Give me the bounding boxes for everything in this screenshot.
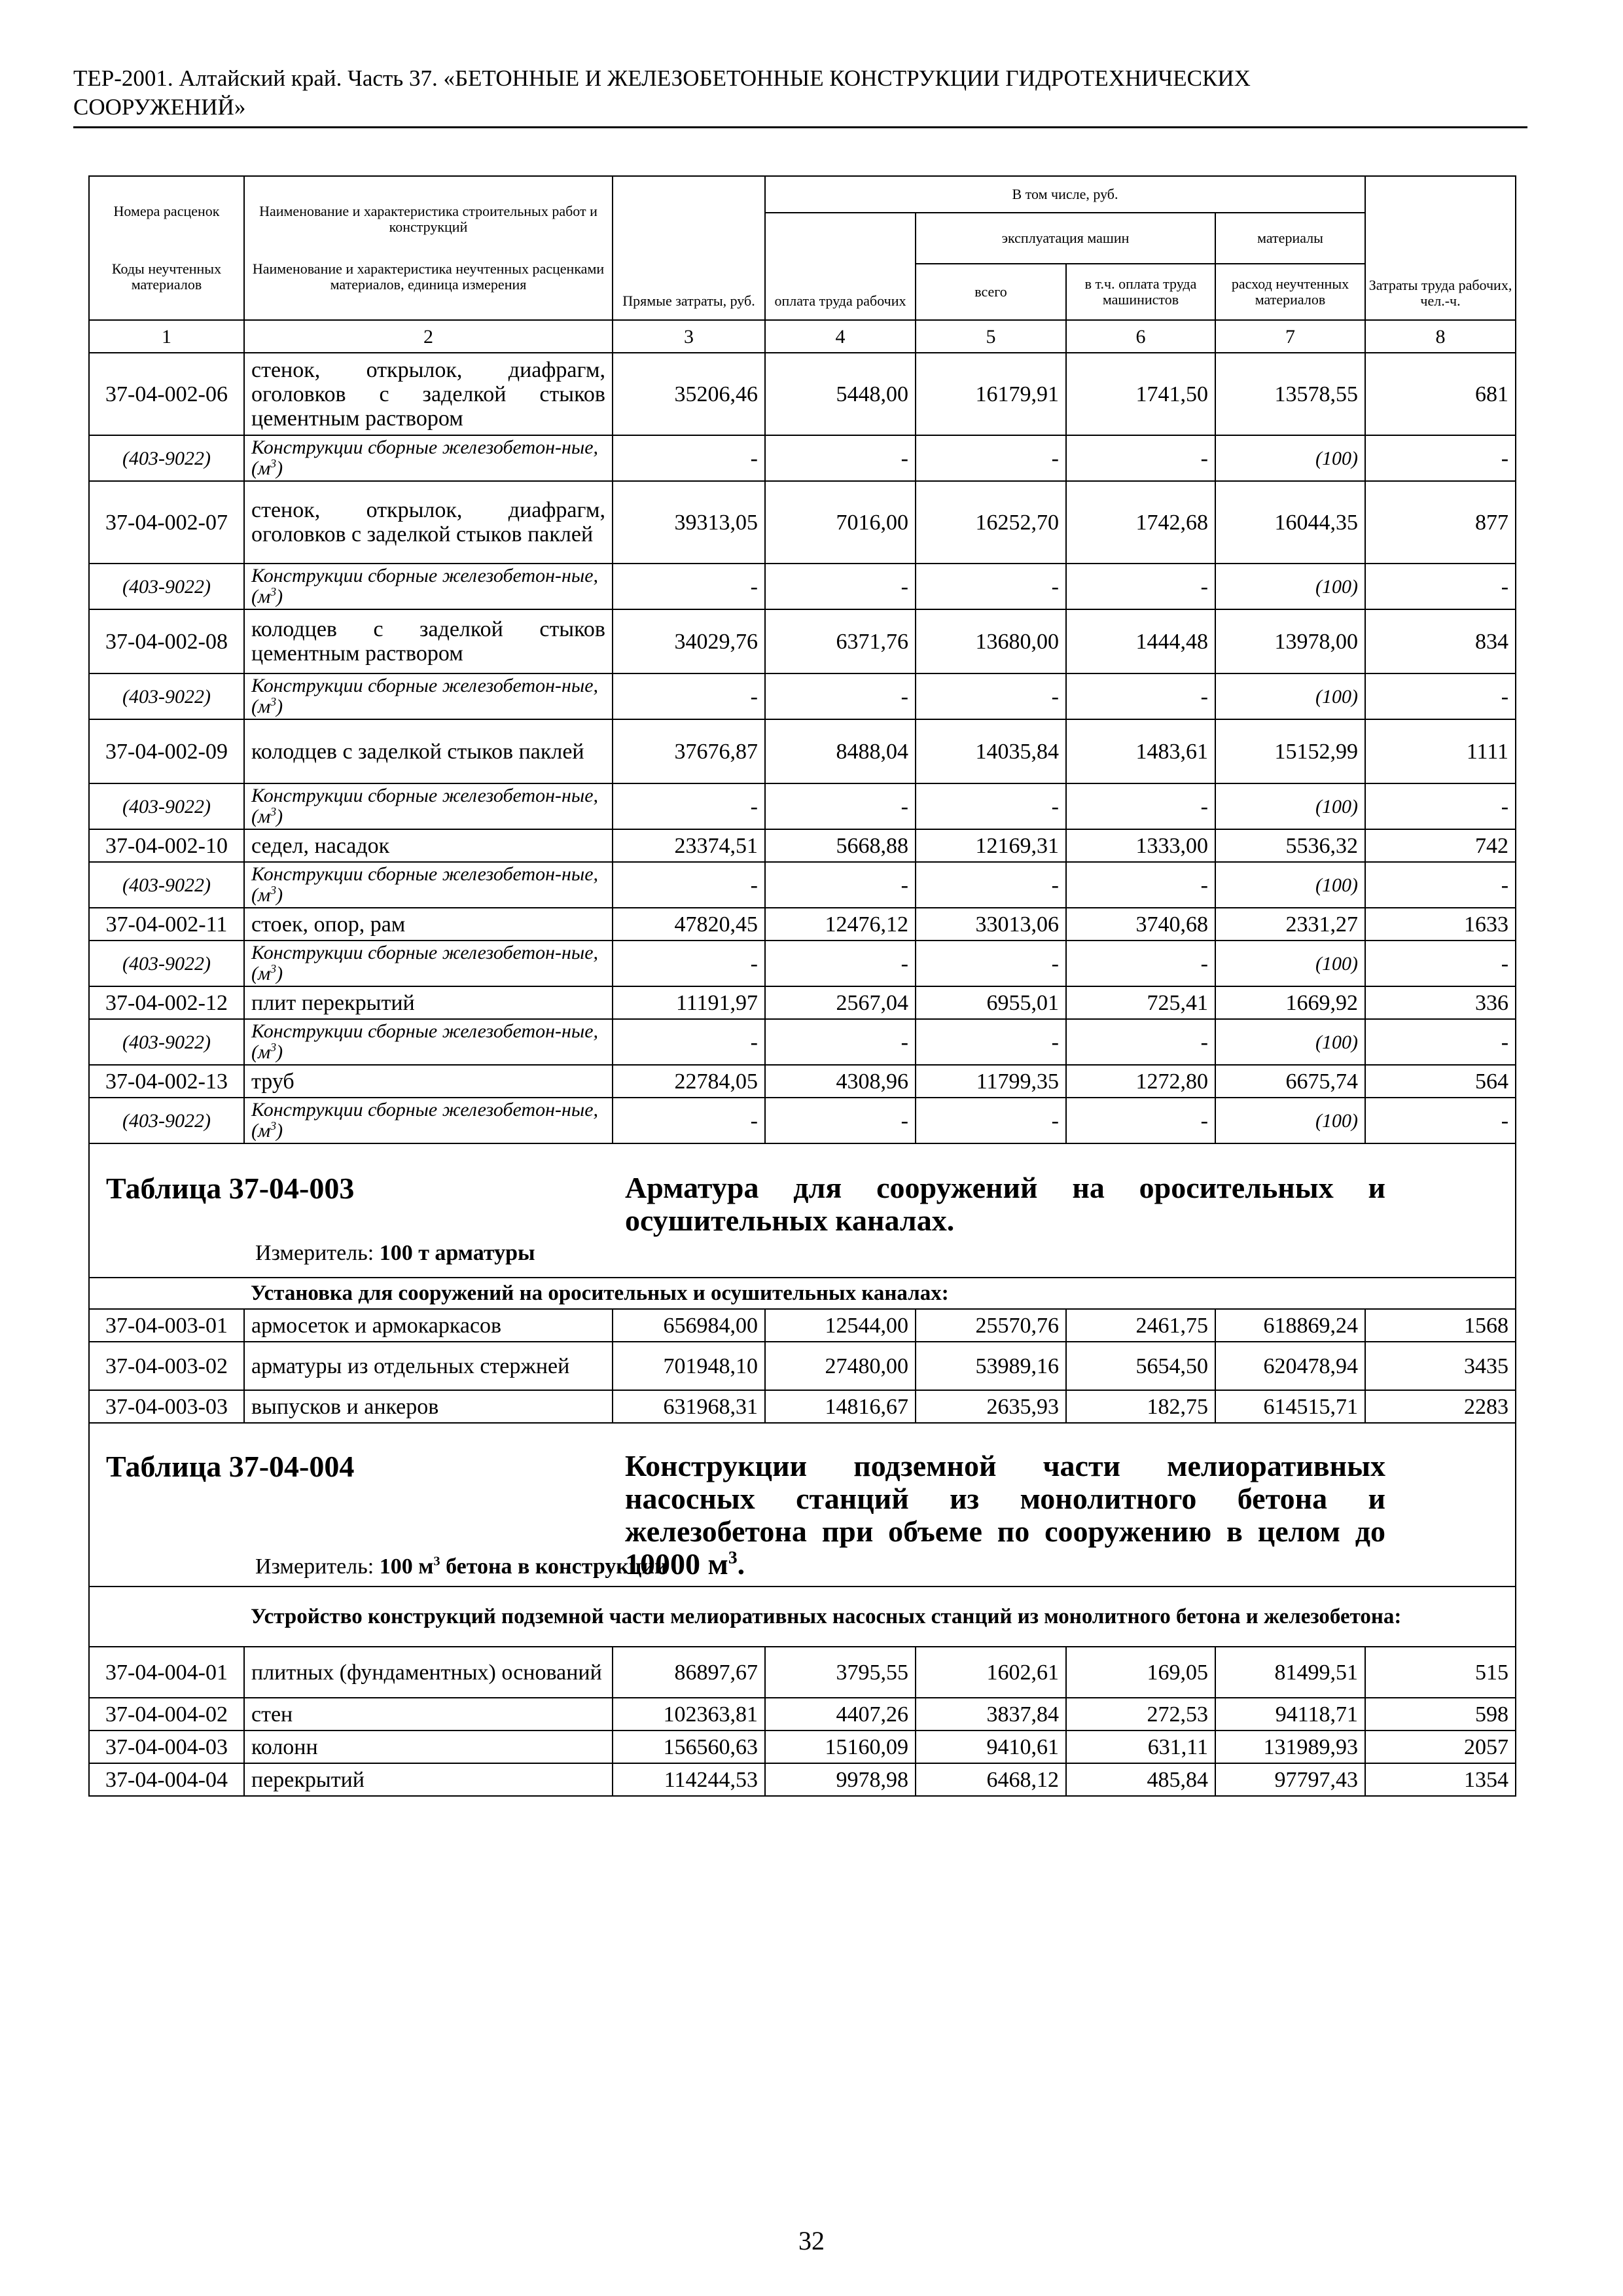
rate-row: [89, 353, 1516, 435]
col4-header: оплата труда рабочих: [765, 213, 916, 320]
col-number: 2: [244, 320, 613, 353]
rate-name: выпусков и анкеров: [244, 1390, 613, 1423]
machines-total: 16179,91: [916, 353, 1066, 435]
material-name-close: ): [276, 884, 283, 906]
material-dash: -: [916, 564, 1066, 609]
machines-labor: 1272,80: [1066, 1065, 1215, 1098]
machines-total: 9410,61: [916, 1731, 1066, 1763]
rate-name: плитных (фундаментных) оснований: [244, 1647, 613, 1698]
material-row: [89, 435, 1516, 481]
material-name-text: Конструкции сборные железобетон-ные, (м: [251, 942, 599, 984]
rate-code: 37-04-004-02: [89, 1698, 244, 1731]
materials-cost: 15152,99: [1215, 719, 1365, 783]
direct-cost: 34029,76: [613, 609, 765, 673]
material-dash: -: [1066, 941, 1215, 986]
labor-pay: 4308,96: [765, 1065, 916, 1098]
col7-header: расход неучтенных материалов: [1215, 264, 1365, 320]
machines-labor: 182,75: [1066, 1390, 1215, 1423]
direct-cost: 701948,10: [613, 1342, 765, 1390]
machines-labor: 485,84: [1066, 1763, 1215, 1796]
material-name-text: Конструкции сборные железобетон-ные, (м: [251, 1099, 599, 1141]
machines-total: 6468,12: [916, 1763, 1066, 1796]
section-spacer: [89, 1587, 244, 1647]
rate-row: [89, 1647, 1516, 1698]
machines-total: 12169,31: [916, 829, 1066, 862]
materials-cost: 94118,71: [1215, 1698, 1365, 1731]
material-dash: -: [1365, 862, 1516, 908]
material-name: [244, 435, 613, 481]
header-line-2: СООРУЖЕНИЙ»: [73, 94, 246, 120]
material-dash: -: [765, 435, 916, 481]
material-dash: -: [765, 1098, 916, 1143]
rate-code: 37-04-004-04: [89, 1763, 244, 1796]
machines-labor: 2461,75: [1066, 1309, 1215, 1342]
material-dash: -: [916, 1019, 1066, 1065]
labor-pay: 4407,26: [765, 1698, 916, 1731]
direct-cost: 37676,87: [613, 719, 765, 783]
materials-cost: 620478,94: [1215, 1342, 1365, 1390]
material-name-close: ): [276, 696, 283, 717]
direct-cost: 86897,67: [613, 1647, 765, 1698]
table-004-section-row: [89, 1587, 1516, 1647]
material-name-text: Конструкции сборные железобетон-ные, (м: [251, 785, 599, 827]
material-code: (403-9022): [89, 862, 244, 908]
material-dash: -: [1066, 1098, 1215, 1143]
rate-name: колодцев с заделкой стыков цементным раствором: [244, 609, 613, 673]
materials-cost: 81499,51: [1215, 1647, 1365, 1698]
rate-code: 37-04-002-06: [89, 353, 244, 435]
material-name-close: ): [276, 1120, 283, 1141]
material-dash: -: [613, 435, 765, 481]
material-dash: -: [613, 1098, 765, 1143]
material-dash: -: [1066, 1019, 1215, 1065]
heading-end: .: [737, 1547, 745, 1581]
rate-name: перекрытий: [244, 1763, 613, 1796]
material-qty: (100): [1215, 1098, 1365, 1143]
col-number: 3: [613, 320, 765, 353]
material-name-text: Конструкции сборные железобетон-ные, (м: [251, 1020, 599, 1063]
rate-code: 37-04-003-01: [89, 1309, 244, 1342]
material-name-close: ): [276, 586, 283, 607]
labor-pay: 12544,00: [765, 1309, 916, 1342]
rate-row: [89, 1731, 1516, 1763]
header-rule: [73, 126, 1527, 128]
material-unit-sup: 3: [270, 695, 277, 708]
material-code: (403-9022): [89, 783, 244, 829]
col5-header: всего: [916, 264, 1066, 320]
measure-value-group: [380, 1554, 668, 1579]
rate-code: 37-04-002-13: [89, 1065, 244, 1098]
material-name: [244, 564, 613, 609]
rate-row: [89, 609, 1516, 673]
direct-cost: 22784,05: [613, 1065, 765, 1098]
material-dash: -: [765, 1019, 916, 1065]
material-dash: -: [1365, 941, 1516, 986]
material-code: (403-9022): [89, 435, 244, 481]
material-code: (403-9022): [89, 564, 244, 609]
material-unit-sup: 3: [270, 1119, 277, 1132]
rate-name: колодцев с заделкой стыков паклей: [244, 719, 613, 783]
rate-row: [89, 1342, 1516, 1390]
table-003-section-row: [89, 1278, 1516, 1309]
material-dash: -: [1066, 862, 1215, 908]
rate-name: стенок, открылок, диафрагм, оголовков с заделкой стыков цементным раствором: [244, 353, 613, 435]
materials-cost: 13978,00: [1215, 609, 1365, 673]
labor-hours: 2057: [1365, 1731, 1516, 1763]
labor-hours: 564: [1365, 1065, 1516, 1098]
material-name-close: ): [276, 457, 283, 479]
material-row: [89, 1019, 1516, 1065]
heading-text: Конструкции подземной части мелиоративных насосных станций из монолитного бетона и железобетона при объеме по сооружению в целом до 10000 м: [625, 1449, 1385, 1581]
machines-labor: 1483,61: [1066, 719, 1215, 783]
materials-cost: 97797,43: [1215, 1763, 1365, 1796]
rate-row: [89, 719, 1516, 783]
material-code: (403-9022): [89, 941, 244, 986]
page-number: 32: [798, 2226, 825, 2255]
materials-cost: 2331,27: [1215, 908, 1365, 941]
materials-cost: 614515,71: [1215, 1390, 1365, 1423]
rate-name: стен: [244, 1698, 613, 1731]
col-number: 4: [765, 320, 916, 353]
measure-label: Измеритель:: [255, 1554, 374, 1579]
labor-hours: 1633: [1365, 908, 1516, 941]
machines-labor: 1741,50: [1066, 353, 1215, 435]
material-dash: -: [613, 862, 765, 908]
labor-hours: 3435: [1365, 1342, 1516, 1390]
rate-name: седел, насадок: [244, 829, 613, 862]
machines-labor: 5654,50: [1066, 1342, 1215, 1390]
material-name-close: ): [276, 1041, 283, 1063]
rate-name: колонн: [244, 1731, 613, 1763]
direct-cost: 656984,00: [613, 1309, 765, 1342]
material-qty: (100): [1215, 673, 1365, 719]
labor-hours: 336: [1365, 986, 1516, 1019]
materials-cost: 16044,35: [1215, 481, 1365, 564]
measure-label: Измеритель:: [255, 1241, 374, 1265]
direct-cost: 39313,05: [613, 481, 765, 564]
labor-pay: 6371,76: [765, 609, 916, 673]
rate-name: армосеток и армокаркасов: [244, 1309, 613, 1342]
labor-hours: 2283: [1365, 1390, 1516, 1423]
material-name: [244, 1098, 613, 1143]
table-003-block: [89, 1143, 1516, 1278]
material-name-text: Конструкции сборные железобетон-ные, (м: [251, 863, 599, 906]
materials-cost: 13578,55: [1215, 353, 1365, 435]
labor-pay: 8488,04: [765, 719, 916, 783]
material-dash: -: [916, 941, 1066, 986]
header-line-1: ТЕР-2001. Алтайский край. Часть 37. «БЕТОННЫЕ И ЖЕЛЕЗОБЕТОННЫЕ КОНСТРУКЦИИ ГИДРОТЕХНИЧЕСКИХ: [73, 65, 1251, 91]
machines-total: 53989,16: [916, 1342, 1066, 1390]
direct-cost: 23374,51: [613, 829, 765, 862]
table-004-block: [89, 1423, 1516, 1587]
table-004-section: Устройство конструкций подземной части мелиоративных насосных станций из монолитного бетона и железобетона:: [244, 1587, 1516, 1647]
rate-code: 37-04-002-12: [89, 986, 244, 1019]
material-dash: -: [916, 862, 1066, 908]
material-qty: (100): [1215, 862, 1365, 908]
material-name: [244, 1019, 613, 1065]
rate-row: [89, 829, 1516, 862]
material-dash: -: [916, 673, 1066, 719]
rate-code: 37-04-003-03: [89, 1390, 244, 1423]
direct-cost: 102363,81: [613, 1698, 765, 1731]
material-dash: -: [765, 862, 916, 908]
material-row: [89, 564, 1516, 609]
machines-total: 2635,93: [916, 1390, 1066, 1423]
rate-row: [89, 908, 1516, 941]
labor-hours: 1354: [1365, 1763, 1516, 1796]
col3-header: Прямые затраты, руб.: [613, 176, 765, 320]
labor-hours: 598: [1365, 1698, 1516, 1731]
rate-name: арматуры из отдельных стержней: [244, 1342, 613, 1390]
material-dash: -: [765, 564, 916, 609]
labor-pay: 12476,12: [765, 908, 916, 941]
materials-cost: 618869,24: [1215, 1309, 1365, 1342]
machines-labor: 631,11: [1066, 1731, 1215, 1763]
col1-header-top: Номера расценок: [113, 203, 220, 219]
rate-code: 37-04-002-08: [89, 609, 244, 673]
rate-row: [89, 1065, 1516, 1098]
table-003-title: Таблица 37-04-003: [106, 1172, 355, 1205]
material-code: (403-9022): [89, 1098, 244, 1143]
heading-sup: 3: [728, 1547, 738, 1568]
direct-cost: 47820,45: [613, 908, 765, 941]
material-qty: (100): [1215, 564, 1365, 609]
material-dash: -: [613, 783, 765, 829]
rate-code: 37-04-002-10: [89, 829, 244, 862]
material-name-text: Конструкции сборные железобетон-ные, (м: [251, 565, 599, 607]
material-row: [89, 941, 1516, 986]
material-dash: -: [613, 941, 765, 986]
machines-total: 14035,84: [916, 719, 1066, 783]
table-003-heading: Арматура для сооружений на оросительных и осушительных каналах.: [625, 1171, 1385, 1237]
material-qty: (100): [1215, 1019, 1365, 1065]
rate-row: [89, 1390, 1516, 1423]
col2-header-top: Наименование и характеристика строительных работ и конструкций: [259, 203, 597, 235]
table-004-title: Таблица 37-04-004: [106, 1450, 355, 1483]
measure-value: 100 м: [379, 1554, 434, 1579]
machines-total: 33013,06: [916, 908, 1066, 941]
labor-hours: 742: [1365, 829, 1516, 862]
material-dash: -: [1066, 435, 1215, 481]
material-dash: -: [613, 673, 765, 719]
material-dash: -: [613, 1019, 765, 1065]
col-number: 5: [916, 320, 1066, 353]
rate-code: 37-04-003-02: [89, 1342, 244, 1390]
rate-code: 37-04-002-07: [89, 481, 244, 564]
material-unit-sup: 3: [270, 1041, 277, 1054]
rate-code: 37-04-004-03: [89, 1731, 244, 1763]
material-dash: -: [1365, 1098, 1516, 1143]
direct-cost: 35206,46: [613, 353, 765, 435]
col-number: 6: [1066, 320, 1215, 353]
direct-cost: 114244,53: [613, 1763, 765, 1796]
labor-hours: 681: [1365, 353, 1516, 435]
labor-pay: 5448,00: [765, 353, 916, 435]
col1-header: [89, 176, 244, 320]
material-qty: (100): [1215, 941, 1365, 986]
material-dash: -: [765, 941, 916, 986]
section-spacer: [89, 1278, 244, 1309]
measure-value: 100 т арматуры: [379, 1241, 535, 1265]
machines-total: 3837,84: [916, 1698, 1066, 1731]
material-name: [244, 783, 613, 829]
material-dash: -: [1365, 564, 1516, 609]
machines-labor: 725,41: [1066, 986, 1215, 1019]
column-numbers-row: [89, 320, 1516, 353]
labor-pay: 27480,00: [765, 1342, 916, 1390]
rate-name: плит перекрытий: [244, 986, 613, 1019]
material-dash: -: [1365, 783, 1516, 829]
material-dash: -: [1066, 564, 1215, 609]
labor-pay: 2567,04: [765, 986, 916, 1019]
measure-sup: 3: [433, 1554, 440, 1569]
col8-header: Затраты труда рабочих, чел.-ч.: [1365, 176, 1516, 320]
labor-pay: 3795,55: [765, 1647, 916, 1698]
material-name-close: ): [276, 806, 283, 827]
material-dash: -: [1365, 673, 1516, 719]
machines-labor: 1742,68: [1066, 481, 1215, 564]
rate-row: [89, 1309, 1516, 1342]
material-unit-sup: 3: [270, 962, 277, 975]
materials-header: материалы: [1215, 213, 1365, 264]
rate-name: стоек, опор, рам: [244, 908, 613, 941]
rate-name: труб: [244, 1065, 613, 1098]
direct-cost: 631968,31: [613, 1390, 765, 1423]
col-number: 1: [89, 320, 244, 353]
rate-code: 37-04-002-09: [89, 719, 244, 783]
rate-row: [89, 1763, 1516, 1796]
material-name: [244, 862, 613, 908]
machines-total: 16252,70: [916, 481, 1066, 564]
material-dash: -: [765, 783, 916, 829]
material-dash: -: [1365, 435, 1516, 481]
labor-hours: 1111: [1365, 719, 1516, 783]
labor-hours: 515: [1365, 1647, 1516, 1698]
table-004-measure: [255, 1554, 668, 1579]
col6-header: в т.ч. оплата труда машинистов: [1066, 264, 1215, 320]
table-004-heading: [625, 1450, 1385, 1581]
table-003-measure: [255, 1241, 535, 1265]
material-dash: -: [1365, 1019, 1516, 1065]
rate-row: [89, 986, 1516, 1019]
labor-hours: 877: [1365, 481, 1516, 564]
col2-header: [244, 176, 613, 320]
material-name-text: Конструкции сборные железобетон-ные, (м: [251, 437, 599, 479]
including-header: В том числе, руб.: [765, 176, 1365, 213]
labor-hours: 834: [1365, 609, 1516, 673]
col1-header-bottom: Коды неучтенных материалов: [111, 260, 222, 293]
rate-row: [89, 1698, 1516, 1731]
labor-pay: 5668,88: [765, 829, 916, 862]
materials-cost: 1669,92: [1215, 986, 1365, 1019]
table-003-section: Установка для сооружений на оросительных и осушительных каналах:: [244, 1278, 1516, 1309]
col-number: 7: [1215, 320, 1365, 353]
col-number: 8: [1365, 320, 1516, 353]
machines-total: 6955,01: [916, 986, 1066, 1019]
material-row: [89, 783, 1516, 829]
machines-header: эксплуатация машин: [916, 213, 1215, 264]
material-dash: -: [613, 564, 765, 609]
material-dash: -: [1066, 783, 1215, 829]
material-dash: -: [916, 783, 1066, 829]
direct-cost: 156560,63: [613, 1731, 765, 1763]
materials-cost: 5536,32: [1215, 829, 1365, 862]
rate-name: стенок, открылок, диафрагм, оголовков с заделкой стыков паклей: [244, 481, 613, 564]
material-dash: -: [765, 673, 916, 719]
material-unit-sup: 3: [270, 457, 277, 470]
material-row: [89, 1098, 1516, 1143]
material-name: [244, 941, 613, 986]
material-row: [89, 673, 1516, 719]
machines-labor: 169,05: [1066, 1647, 1215, 1698]
measure-value-end: бетона в конструкции: [440, 1554, 668, 1579]
machines-total: 25570,76: [916, 1309, 1066, 1342]
material-unit-sup: 3: [270, 585, 277, 598]
material-unit-sup: 3: [270, 805, 277, 818]
direct-cost: 11191,97: [613, 986, 765, 1019]
labor-pay: 14816,67: [765, 1390, 916, 1423]
material-dash: -: [916, 435, 1066, 481]
machines-labor: 3740,68: [1066, 908, 1215, 941]
material-code: (403-9022): [89, 673, 244, 719]
table-004-title-block: [89, 1423, 1516, 1587]
material-qty: (100): [1215, 783, 1365, 829]
materials-cost: 131989,93: [1215, 1731, 1365, 1763]
labor-pay: 9978,98: [765, 1763, 916, 1796]
material-unit-sup: 3: [270, 884, 277, 897]
page-header: [73, 64, 1526, 122]
rate-code: 37-04-002-11: [89, 908, 244, 941]
labor-pay: 7016,00: [765, 481, 916, 564]
material-qty: (100): [1215, 435, 1365, 481]
machines-labor: 1333,00: [1066, 829, 1215, 862]
machines-total: 13680,00: [916, 609, 1066, 673]
table-003-title-block: [89, 1143, 1516, 1278]
machines-total: 11799,35: [916, 1065, 1066, 1098]
rate-row: [89, 481, 1516, 564]
col2-header-bottom: Наименование и характеристика неучтенных расценками материалов, единица измерения: [252, 260, 605, 293]
material-dash: -: [1066, 673, 1215, 719]
machines-labor: 1444,48: [1066, 609, 1215, 673]
rate-code: 37-04-004-01: [89, 1647, 244, 1698]
material-name-close: ): [276, 963, 283, 984]
materials-cost: 6675,74: [1215, 1065, 1365, 1098]
material-name: [244, 673, 613, 719]
material-dash: -: [916, 1098, 1066, 1143]
labor-hours: 1568: [1365, 1309, 1516, 1342]
material-name-text: Конструкции сборные железобетон-ные, (м: [251, 675, 599, 717]
machines-total: 1602,61: [916, 1647, 1066, 1698]
labor-pay: 15160,09: [765, 1731, 916, 1763]
material-row: [89, 862, 1516, 908]
machines-labor: 272,53: [1066, 1698, 1215, 1731]
rates-table: [88, 175, 1516, 1797]
material-code: (403-9022): [89, 1019, 244, 1065]
